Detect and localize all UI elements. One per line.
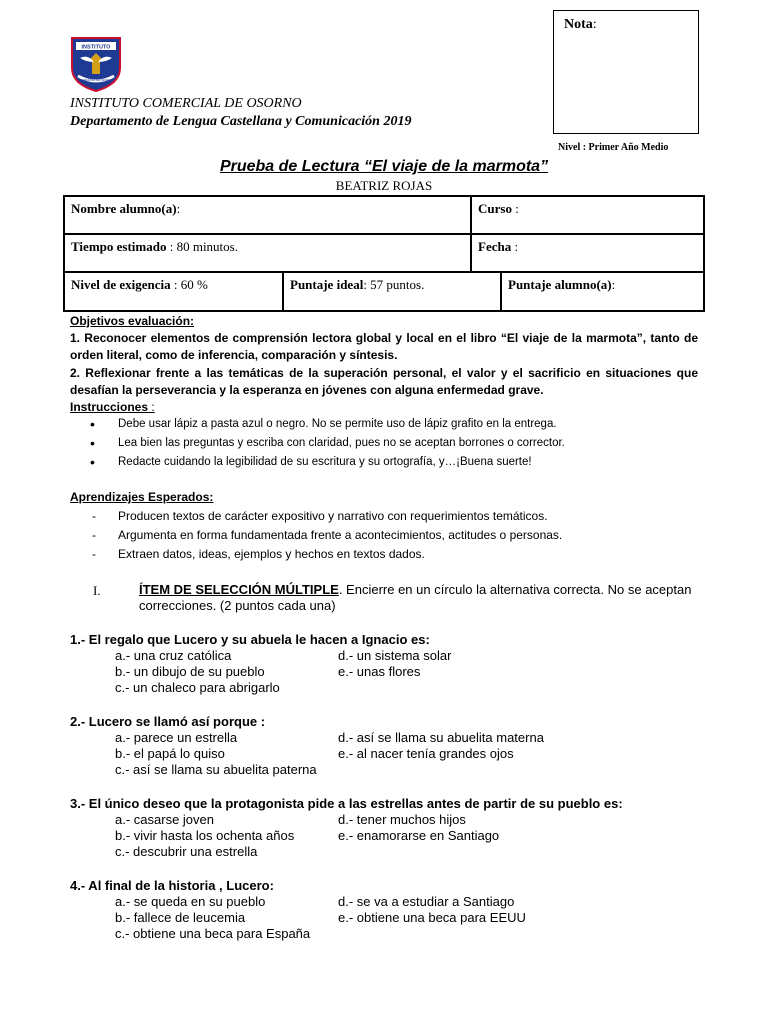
instruction-item: • Lea bien las preguntas y escriba con claridad, pues no se aceptan borrones o corrector. [88,434,708,453]
learning-outcome-item: - Extraen datos, ideas, ejemplos y hechos en textos dados. [88,545,708,564]
learning-outcomes-heading: Aprendizajes Esperados: [70,490,214,504]
option-a[interactable]: a.- una cruz católica [115,648,232,663]
question-text: 4.- Al final de la historia , Lucero: [70,878,274,893]
option-d[interactable]: d.- un sistema solar [338,648,452,663]
option-a[interactable]: a.- se queda en su pueblo [115,894,266,909]
question-text: 2.- Lucero se llamó así porque : [70,714,266,729]
option-a[interactable]: a.- casarse joven [115,812,214,827]
student-name-field[interactable]: Nombre alumno(a): [71,201,181,216]
option-c[interactable]: c.- obtiene una beca para España [115,926,311,941]
option-c[interactable]: c.- un chaleco para abrigarlo [115,680,280,695]
option-e[interactable]: e.- enamorarse en Santiago [338,828,500,843]
question-1 [70,632,710,696]
logo-text-bottom: COMERCIAL DE OSORNO [80,79,112,82]
grade-box[interactable] [553,10,699,134]
test-title: Prueba de Lectura “El viaje de la marmota” [219,158,549,175]
learning-outcomes-list [88,507,708,564]
objective-2: 2. Reflexionar frente a las temáticas de la superación personal, el valor y el sacrificio en situaciones que desafían la perseverancia y la esperanza en jóvenes con alguna enfermedad grave. [70,366,698,397]
question-text: 3.- El único deseo que la protagonista pide a las estrellas antes de partir de su pueblo es: [70,796,623,811]
section-instructions: . Encierre en un círculo la alternativa correcta. No se aceptan correcciones. (2 puntos cada una) [139,582,692,613]
question-4 [70,878,710,942]
grade-level: Nivel : Primer Año Medio [558,142,669,153]
department-name: Departamento de Lengua Castellana y Comunicación 2019 [70,114,412,129]
logo-text-top: INSTITUTO [81,44,111,51]
option-e[interactable]: e.- unas flores [338,664,421,679]
instructions-heading: Instrucciones : [70,400,155,414]
student-score-field[interactable]: Puntaje alumno(a): [508,277,616,292]
objective-1: 1. Reconocer elementos de comprensión lectora global y local en el libro “El viaje de la marmota”, tanto de orden literal, como de inferencia, comparación y síntesis. [70,331,698,362]
instruction-item: • Debe usar lápiz a pasta azul o negro. No se permite uso de lápiz grafito en la entrega. [88,415,708,434]
option-a[interactable]: a.- parece un estrella [115,730,238,745]
course-field[interactable]: Curso : [478,201,519,216]
option-b[interactable]: b.- vivir hasta los ochenta años [115,828,295,843]
option-b[interactable]: b.- un dibujo de su pueblo [115,664,265,679]
question-text: 1.- El regalo que Lucero y su abuela le hacen a Ignacio es: [70,632,430,647]
date-field[interactable]: Fecha : [478,239,519,254]
author-name: BEATRIZ ROJAS [335,178,433,193]
option-b[interactable]: b.- el papá lo quiso [115,746,225,761]
option-c[interactable]: c.- descubrir una estrella [115,844,258,859]
section-heading [139,582,709,614]
instructions-list [88,415,708,472]
option-e[interactable]: e.- obtiene una beca para EEUU [338,910,526,925]
section-title: ÍTEM DE SELECCIÓN MÚLTIPLE [139,582,339,597]
option-d[interactable]: d.- se va a estudiar a Santiago [338,894,515,909]
option-d[interactable]: d.- así se llama su abuelita materna [338,730,544,745]
instruction-item: • Redacte cuidando la legibilidad de su escritura y su ortografía, y…¡Buena suerte! [88,453,708,472]
student-info-table [63,195,705,312]
estimated-time-field: Tiempo estimado : 80 minutos. [71,239,238,254]
learning-outcome-item: - Argumenta en forma fundamentada frente a acontecimientos, actitudes o personas. [88,526,708,545]
option-e[interactable]: e.- al nacer tenía grandes ojos [338,746,514,761]
institute-logo [70,36,122,92]
learning-outcome-item: - Producen textos de carácter expositivo y narrativo con requerimientos temáticos. [88,507,708,526]
objectives-heading: Objetivos evaluación: [70,314,195,328]
ideal-score-field: Puntaje ideal: 57 puntos. [290,277,425,292]
option-d[interactable]: d.- tener muchos hijos [338,812,466,827]
required-level-field: Nivel de exigencia : 60 % [71,277,208,292]
question-2 [70,714,710,778]
question-3 [70,796,710,860]
institution-name: INSTITUTO COMERCIAL DE OSORNO [70,96,302,111]
grade-label: Nota: [564,17,597,32]
section-number: I. [93,583,101,598]
option-b[interactable]: b.- fallece de leucemia [115,910,246,925]
option-c[interactable]: c.- así se llama su abuelita paterna [115,762,317,777]
